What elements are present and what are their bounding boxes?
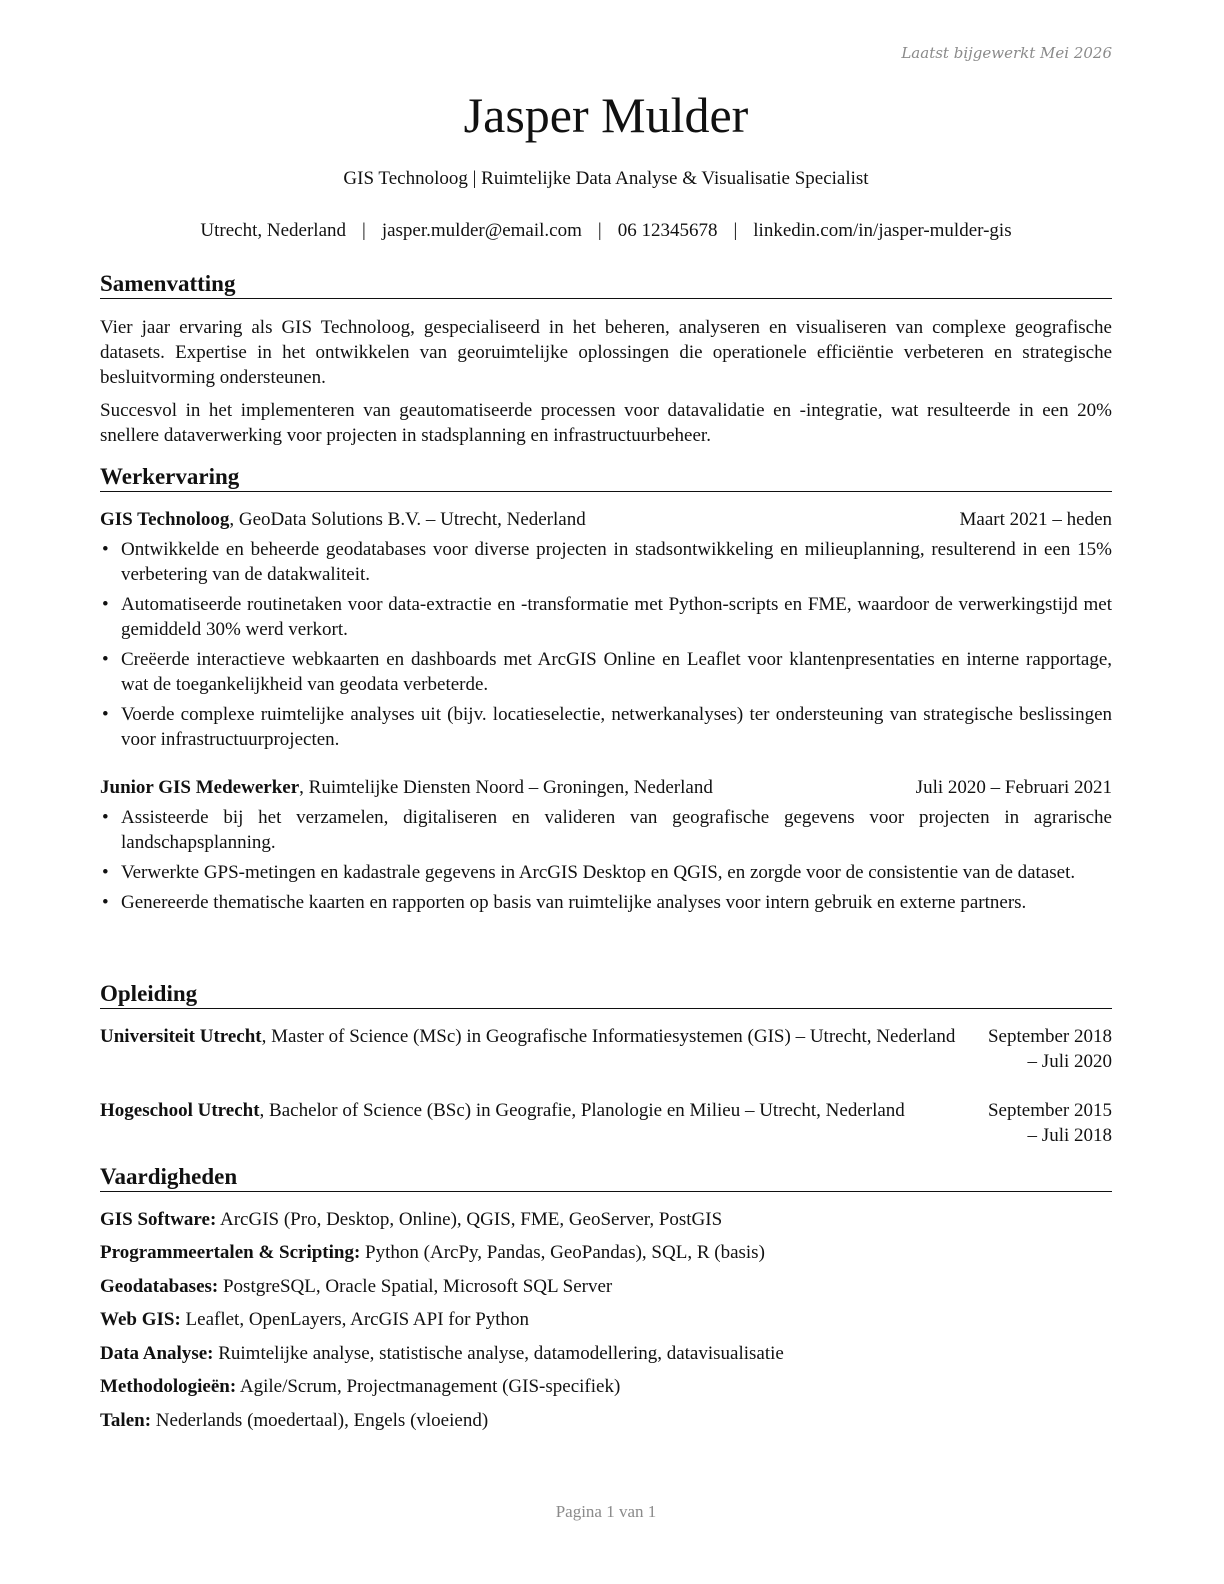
education-main bbox=[100, 1024, 974, 1074]
bullet-dot-icon: • bbox=[102, 539, 109, 560]
job-dates: Juli 2020 – Februari 2021 bbox=[915, 777, 1112, 798]
bullet-dot-icon: • bbox=[102, 862, 109, 883]
section-title-education: Opleiding bbox=[100, 980, 1112, 1009]
page-number: Pagina 1 van 1 bbox=[555, 1502, 657, 1521]
skill-label: Methodologieën: bbox=[100, 1376, 237, 1397]
job-header bbox=[100, 507, 1112, 532]
section-title-experience: Werkervaring bbox=[100, 463, 1112, 492]
skill-label: GIS Software: bbox=[100, 1209, 217, 1230]
education-details: , Master of Science (MSc) in Geografische Informatiesystemen (GIS) – Utrecht, Nederland bbox=[261, 1026, 956, 1047]
bullet-dot-icon: • bbox=[102, 594, 109, 615]
contact-separator: | bbox=[733, 220, 738, 241]
bullet-item bbox=[100, 890, 1112, 915]
job-company: , Ruimtelijke Diensten Noord – Groningen, Nederland bbox=[299, 777, 713, 798]
skill-row bbox=[100, 1207, 1112, 1232]
job-bullets bbox=[100, 537, 1112, 757]
education-main bbox=[100, 1098, 974, 1148]
skill-value: Nederlands (moedertaal), Engels (vloeiend) bbox=[151, 1410, 489, 1431]
bullet-dot-icon: • bbox=[102, 649, 109, 670]
contact-email[interactable]: jasper.mulder@email.com bbox=[381, 220, 582, 241]
bullet-dot-icon: • bbox=[102, 892, 109, 913]
bullet-dot-icon: • bbox=[102, 704, 109, 725]
bullet-text: Creëerde interactieve webkaarten en dashboards met ArcGIS Online en Leaflet voor klantenpresentaties en interne rapportage, wat de toegankelijkheid van geodata verbeterde. bbox=[121, 649, 1112, 695]
skill-row bbox=[100, 1240, 1112, 1265]
education-school: Universiteit Utrecht bbox=[100, 1026, 262, 1047]
skill-row bbox=[100, 1274, 1112, 1299]
last-updated-note: Laatst bijgewerkt Mei 2026 bbox=[901, 44, 1112, 62]
education-details: , Bachelor of Science (BSc) in Geografie, Planologie en Milieu – Utrecht, Nederland bbox=[259, 1100, 905, 1121]
skill-value: PostgreSQL, Oracle Spatial, Microsoft SQL Server bbox=[218, 1276, 613, 1297]
contact-separator: | bbox=[362, 220, 366, 241]
skill-label: Data Analyse: bbox=[100, 1343, 214, 1364]
skill-row bbox=[100, 1374, 1112, 1399]
skill-value: Leaflet, OpenLayers, ArcGIS API for Python bbox=[180, 1309, 530, 1330]
skill-row bbox=[100, 1307, 1112, 1332]
contact-phone: 06 12345678 bbox=[617, 220, 718, 241]
skill-value: Agile/Scrum, Projectmanagement (GIS-specifiek) bbox=[236, 1376, 621, 1397]
bullet-item bbox=[100, 592, 1112, 642]
job-header bbox=[100, 775, 1112, 800]
bullet-item bbox=[100, 537, 1112, 587]
section-title-summary: Samenvatting bbox=[100, 270, 1112, 299]
skill-row bbox=[100, 1408, 1112, 1433]
education-school: Hogeschool Utrecht bbox=[100, 1100, 260, 1121]
contact-separator: | bbox=[597, 220, 602, 241]
skill-label: Talen: bbox=[100, 1410, 152, 1431]
contact-location: Utrecht, Nederland bbox=[200, 220, 347, 241]
resume-page bbox=[100, 0, 1112, 1584]
bullet-text: Automatiseerde routinetaken voor data-extractie en -transformatie met Python-scripts en FME, waardoor de verwerkingstijd met gemiddeld 30% werd verkort. bbox=[121, 594, 1112, 640]
bullet-item bbox=[100, 860, 1112, 885]
skill-value: Ruimtelijke analyse, statistische analyse, datamodellering, datavisualisatie bbox=[213, 1343, 784, 1364]
contact-line bbox=[100, 220, 1112, 242]
education-dates: September 2018 – Juli 2020 bbox=[987, 1026, 1112, 1072]
job-title-line bbox=[100, 775, 713, 800]
section-title-skills: Vaardigheden bbox=[100, 1163, 1112, 1192]
skill-label: Web GIS: bbox=[100, 1309, 181, 1330]
job-dates: Maart 2021 – heden bbox=[959, 509, 1112, 530]
bullet-item bbox=[100, 702, 1112, 752]
candidate-name: Jasper Mulder bbox=[463, 87, 749, 143]
bullet-text: Assisteerde bij het verzamelen, digitaliseren en valideren van geografische gegevens voor projecten in agrarische landschapsplanning. bbox=[121, 807, 1112, 853]
education-dates: September 2015 – Juli 2018 bbox=[987, 1100, 1112, 1146]
bullet-item bbox=[100, 805, 1112, 855]
job-company: , GeoData Solutions B.V. – Utrecht, Nederland bbox=[229, 509, 586, 530]
bullet-text: Voerde complexe ruimtelijke analyses uit (bijv. locatieselectie, netwerkanalyses) ter ondersteuning van strategische beslissingen voor infrastructuurprojecten. bbox=[121, 704, 1112, 750]
skill-label: Programmeertalen & Scripting: bbox=[100, 1242, 361, 1263]
bullet-text: Verwerkte GPS-metingen en kadastrale gegevens in ArcGIS Desktop en QGIS, en zorgde voor de consistentie van de dataset. bbox=[121, 862, 1076, 883]
skill-value: ArcGIS (Pro, Desktop, Online), QGIS, FME, GeoServer, PostGIS bbox=[216, 1209, 723, 1230]
summary-paragraph: Vier jaar ervaring als GIS Technoloog, gespecialiseerd in het beheren, analyseren en visualiseren van complexe geografische datasets. Expertise in het ontwikkelen van georuimtelijke oplossingen die operationele efficiëntie verbeteren en strategische besluitvorming ondersteunen. bbox=[100, 317, 1112, 388]
job-role: GIS Technoloog bbox=[100, 509, 230, 530]
job-role: Junior GIS Medewerker bbox=[100, 777, 300, 798]
bullet-text: Genereerde thematische kaarten en rapporten op basis van ruimtelijke analyses voor intern gebruik en externe partners. bbox=[121, 892, 1027, 913]
summary-paragraph: Succesvol in het implementeren van geautomatiseerde processen voor datavalidatie en -integratie, wat resulteerde in een 20% snellere dataverwerking voor projecten in stadsplanning en infrastructuurbeheer. bbox=[100, 400, 1112, 446]
bullet-item bbox=[100, 647, 1112, 697]
contact-linkedin[interactable]: linkedin.com/in/jasper-mulder-gis bbox=[753, 220, 1012, 241]
skill-label: Geodatabases: bbox=[100, 1276, 219, 1297]
skill-value: Python (ArcPy, Pandas, GeoPandas), SQL, R (basis) bbox=[360, 1242, 765, 1263]
candidate-tagline: GIS Technoloog | Ruimtelijke Data Analyse & Visualisatie Specialist bbox=[343, 168, 869, 189]
skill-row bbox=[100, 1341, 1112, 1366]
bullet-text: Ontwikkelde en beheerde geodatabases voor diverse projecten in stadsontwikkeling en milieuplanning, resulterend in een 15% verbetering van de datakwaliteit. bbox=[121, 539, 1112, 585]
bullet-dot-icon: • bbox=[102, 807, 109, 828]
job-title-line bbox=[100, 507, 586, 532]
education-item bbox=[100, 1024, 1112, 1074]
education-item bbox=[100, 1098, 1112, 1148]
job-bullets bbox=[100, 805, 1112, 920]
